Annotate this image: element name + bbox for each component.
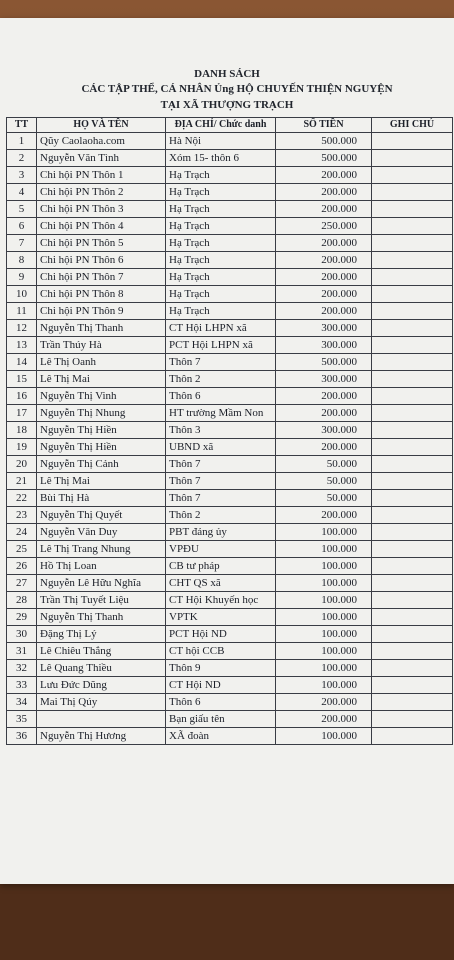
cell-amount: 100.000 — [276, 626, 372, 643]
cell-note — [372, 456, 453, 473]
cell-address: Hạ Trạch — [166, 201, 276, 218]
donor-table — [6, 117, 453, 745]
cell-address: Thôn 7 — [166, 490, 276, 507]
cell-note — [372, 269, 453, 286]
cell-name: Trần Thị Tuyết Liệu — [37, 592, 166, 609]
cell-note — [372, 660, 453, 677]
cell-note — [372, 405, 453, 422]
cell-amount: 300.000 — [276, 371, 372, 388]
cell-note — [372, 558, 453, 575]
header-note: GHI CHÚ — [372, 118, 453, 133]
cell-tt: 21 — [7, 473, 37, 490]
cell-name: Chi hội PN Thôn 1 — [37, 167, 166, 184]
cell-note — [372, 592, 453, 609]
cell-amount: 500.000 — [276, 133, 372, 150]
cell-note — [372, 354, 453, 371]
cell-address: Bạn giấu tên — [166, 711, 276, 728]
cell-note — [372, 609, 453, 626]
cell-name: Nguyễn Thị Hiền — [37, 422, 166, 439]
cell-name: Chi hội PN Thôn 2 — [37, 184, 166, 201]
cell-tt: 7 — [7, 235, 37, 252]
cell-address: HT trường Mầm Non — [166, 405, 276, 422]
cell-amount: 250.000 — [276, 218, 372, 235]
header-amount: SỐ TIỀN — [276, 118, 372, 133]
cell-tt: 31 — [7, 643, 37, 660]
cell-amount: 100.000 — [276, 575, 372, 592]
cell-address: Hà Nội — [166, 133, 276, 150]
cell-tt: 24 — [7, 524, 37, 541]
table-header-row — [7, 118, 453, 133]
cell-address: Hạ Trạch — [166, 184, 276, 201]
table-row — [7, 269, 453, 286]
cell-address: CT Hội ND — [166, 677, 276, 694]
cell-note — [372, 541, 453, 558]
header-name: HỌ VÀ TÊN — [37, 118, 166, 133]
cell-address: Hạ Trạch — [166, 252, 276, 269]
table-row — [7, 337, 453, 354]
cell-name: Bùi Thị Hà — [37, 490, 166, 507]
cell-note — [372, 133, 453, 150]
cell-name: Lê Thị Oanh — [37, 354, 166, 371]
cell-amount: 200.000 — [276, 201, 372, 218]
cell-note — [372, 524, 453, 541]
cell-name: Chi hội PN Thôn 6 — [37, 252, 166, 269]
cell-tt: 36 — [7, 728, 37, 745]
cell-note — [372, 371, 453, 388]
cell-name: Nguyễn Thị Hương — [37, 728, 166, 745]
table-row — [7, 694, 453, 711]
cell-address: CT hội CCB — [166, 643, 276, 660]
table-row — [7, 184, 453, 201]
cell-amount: 300.000 — [276, 422, 372, 439]
table-row — [7, 473, 453, 490]
table-row — [7, 728, 453, 745]
cell-amount: 500.000 — [276, 354, 372, 371]
cell-amount: 300.000 — [276, 320, 372, 337]
cell-name: Chi hội PN Thôn 5 — [37, 235, 166, 252]
table-row — [7, 201, 453, 218]
cell-note — [372, 150, 453, 167]
cell-address: Thôn 6 — [166, 694, 276, 711]
cell-amount: 50.000 — [276, 456, 372, 473]
cell-name: Lê Quang Thiều — [37, 660, 166, 677]
table-row — [7, 150, 453, 167]
cell-name: Nguyễn Thị Thanh — [37, 320, 166, 337]
cell-name: Chi hội PN Thôn 4 — [37, 218, 166, 235]
cell-note — [372, 320, 453, 337]
cell-note — [372, 184, 453, 201]
table-row — [7, 388, 453, 405]
table-row — [7, 609, 453, 626]
table-row — [7, 507, 453, 524]
cell-name: Chi hội PN Thôn 8 — [37, 286, 166, 303]
cell-tt: 11 — [7, 303, 37, 320]
table-row — [7, 660, 453, 677]
cell-name: Nguyễn Thị Nhung — [37, 405, 166, 422]
table-row — [7, 133, 453, 150]
cell-address: CT Hội LHPN xã — [166, 320, 276, 337]
cell-tt: 12 — [7, 320, 37, 337]
cell-address: Thôn 6 — [166, 388, 276, 405]
cell-amount: 500.000 — [276, 150, 372, 167]
cell-name: Nguyễn Thị Hiền — [37, 439, 166, 456]
cell-note — [372, 235, 453, 252]
table-row — [7, 303, 453, 320]
cell-note — [372, 252, 453, 269]
table-row — [7, 405, 453, 422]
cell-tt: 5 — [7, 201, 37, 218]
table-row — [7, 592, 453, 609]
cell-note — [372, 728, 453, 745]
cell-tt: 9 — [7, 269, 37, 286]
cell-address: PBT đảng ủy — [166, 524, 276, 541]
cell-address: Hạ Trạch — [166, 269, 276, 286]
cell-name: Nguyễn Thị Quyết — [37, 507, 166, 524]
table-row — [7, 354, 453, 371]
cell-note — [372, 218, 453, 235]
table-row — [7, 490, 453, 507]
header-address: ĐỊA CHỈ/ Chức danh — [166, 118, 276, 133]
cell-amount: 100.000 — [276, 592, 372, 609]
cell-address: VPĐU — [166, 541, 276, 558]
cell-name: Lê Thị Mai — [37, 473, 166, 490]
cell-amount: 200.000 — [276, 184, 372, 201]
cell-tt: 18 — [7, 422, 37, 439]
cell-name: Qũy Caolaoha.com — [37, 133, 166, 150]
document-subtitle: CÁC TẬP THỂ, CÁ NHÂN Ủng HỘ CHUYẾN THIỆN NGUYỆN — [81, 83, 393, 95]
cell-tt: 27 — [7, 575, 37, 592]
cell-tt: 19 — [7, 439, 37, 456]
cell-tt: 17 — [7, 405, 37, 422]
cell-address: Thôn 7 — [166, 354, 276, 371]
cell-note — [372, 286, 453, 303]
document-title: DANH SÁCH — [194, 68, 260, 80]
table-row — [7, 677, 453, 694]
cell-note — [372, 711, 453, 728]
cell-name — [37, 711, 166, 728]
cell-note — [372, 626, 453, 643]
header-tt: TT — [7, 118, 37, 133]
cell-note — [372, 388, 453, 405]
cell-tt: 32 — [7, 660, 37, 677]
cell-address: Hạ Trạch — [166, 167, 276, 184]
table-edge — [0, 884, 454, 960]
cell-amount: 200.000 — [276, 286, 372, 303]
cell-amount: 200.000 — [276, 694, 372, 711]
cell-amount: 100.000 — [276, 524, 372, 541]
table-row — [7, 286, 453, 303]
cell-name: Nguyễn Văn Tình — [37, 150, 166, 167]
cell-amount: 200.000 — [276, 405, 372, 422]
table-row — [7, 524, 453, 541]
cell-tt: 34 — [7, 694, 37, 711]
cell-amount: 200.000 — [276, 252, 372, 269]
cell-address: Thôn 7 — [166, 473, 276, 490]
cell-name: Chi hội PN Thôn 7 — [37, 269, 166, 286]
cell-amount: 50.000 — [276, 473, 372, 490]
cell-name: Nguyễn Thị Cảnh — [37, 456, 166, 473]
cell-address: Hạ Trạch — [166, 235, 276, 252]
cell-address: PCT Hội ND — [166, 626, 276, 643]
cell-note — [372, 303, 453, 320]
cell-note — [372, 422, 453, 439]
cell-name: Lê Thị Mai — [37, 371, 166, 388]
cell-note — [372, 694, 453, 711]
cell-note — [372, 643, 453, 660]
cell-address: Xóm 15- thôn 6 — [166, 150, 276, 167]
cell-amount: 300.000 — [276, 337, 372, 354]
cell-tt: 20 — [7, 456, 37, 473]
cell-name: Nguyễn Văn Duy — [37, 524, 166, 541]
cell-amount: 200.000 — [276, 439, 372, 456]
table-row — [7, 235, 453, 252]
cell-address: VPTK — [166, 609, 276, 626]
table-row — [7, 167, 453, 184]
cell-name: Mai Thị Qúy — [37, 694, 166, 711]
cell-tt: 14 — [7, 354, 37, 371]
table-row — [7, 439, 453, 456]
cell-tt: 22 — [7, 490, 37, 507]
cell-address: Thôn 3 — [166, 422, 276, 439]
cell-amount: 100.000 — [276, 677, 372, 694]
table-row — [7, 643, 453, 660]
cell-name: Nguyễn Thị Thanh — [37, 609, 166, 626]
cell-address: Thôn 2 — [166, 507, 276, 524]
table-row — [7, 218, 453, 235]
cell-address: CT Hội Khuyến học — [166, 592, 276, 609]
cell-note — [372, 167, 453, 184]
cell-note — [372, 337, 453, 354]
table-row — [7, 626, 453, 643]
table-row — [7, 456, 453, 473]
cell-name: Trần Thúy Hà — [37, 337, 166, 354]
cell-amount: 100.000 — [276, 609, 372, 626]
cell-address: Hạ Trạch — [166, 303, 276, 320]
cell-name: Nguyễn Thị Vinh — [37, 388, 166, 405]
cell-tt: 28 — [7, 592, 37, 609]
cell-tt: 23 — [7, 507, 37, 524]
table-row — [7, 711, 453, 728]
cell-amount: 200.000 — [276, 167, 372, 184]
cell-address: PCT Hội LHPN xã — [166, 337, 276, 354]
cell-tt: 1 — [7, 133, 37, 150]
cell-address: Thôn 7 — [166, 456, 276, 473]
cell-address: CB tư pháp — [166, 558, 276, 575]
cell-name: Hồ Thị Loan — [37, 558, 166, 575]
cell-name: Chi hội PN Thôn 3 — [37, 201, 166, 218]
cell-tt: 26 — [7, 558, 37, 575]
cell-name: Chi hội PN Thôn 9 — [37, 303, 166, 320]
cell-amount: 100.000 — [276, 660, 372, 677]
cell-tt: 25 — [7, 541, 37, 558]
cell-amount: 200.000 — [276, 303, 372, 320]
cell-tt: 35 — [7, 711, 37, 728]
table-row — [7, 558, 453, 575]
cell-tt: 3 — [7, 167, 37, 184]
cell-amount: 200.000 — [276, 507, 372, 524]
cell-tt: 8 — [7, 252, 37, 269]
cell-tt: 2 — [7, 150, 37, 167]
cell-address: Thôn 2 — [166, 371, 276, 388]
table-row — [7, 541, 453, 558]
table-row — [7, 320, 453, 337]
table-row — [7, 422, 453, 439]
cell-note — [372, 507, 453, 524]
cell-note — [372, 677, 453, 694]
table-row — [7, 575, 453, 592]
table-row — [7, 252, 453, 269]
cell-tt: 16 — [7, 388, 37, 405]
cell-amount: 100.000 — [276, 541, 372, 558]
cell-tt: 13 — [7, 337, 37, 354]
cell-amount: 50.000 — [276, 490, 372, 507]
cell-address: Thôn 9 — [166, 660, 276, 677]
cell-address: UBND xã — [166, 439, 276, 456]
cell-amount: 200.000 — [276, 269, 372, 286]
cell-address: Hạ Trạch — [166, 218, 276, 235]
cell-amount: 100.000 — [276, 558, 372, 575]
cell-address: Hạ Trạch — [166, 286, 276, 303]
cell-name: Lê Thị Trang Nhung — [37, 541, 166, 558]
cell-note — [372, 490, 453, 507]
cell-amount: 200.000 — [276, 711, 372, 728]
cell-address: CHT QS xã — [166, 575, 276, 592]
cell-tt: 30 — [7, 626, 37, 643]
cell-note — [372, 575, 453, 592]
cell-amount: 200.000 — [276, 388, 372, 405]
table-row — [7, 371, 453, 388]
cell-amount: 100.000 — [276, 643, 372, 660]
cell-tt: 10 — [7, 286, 37, 303]
cell-note — [372, 439, 453, 456]
cell-amount: 200.000 — [276, 235, 372, 252]
cell-tt: 4 — [7, 184, 37, 201]
cell-tt: 6 — [7, 218, 37, 235]
cell-note — [372, 201, 453, 218]
cell-amount: 100.000 — [276, 728, 372, 745]
cell-name: Nguyễn Lê Hữu Nghĩa — [37, 575, 166, 592]
cell-tt: 33 — [7, 677, 37, 694]
cell-address: XÃ đoàn — [166, 728, 276, 745]
cell-name: Đặng Thị Lý — [37, 626, 166, 643]
cell-tt: 15 — [7, 371, 37, 388]
cell-note — [372, 473, 453, 490]
document-location: TẠI XÃ THƯỢNG TRẠCH — [160, 99, 294, 111]
table-body — [7, 133, 453, 745]
cell-name: Lê Chiêu Thắng — [37, 643, 166, 660]
cell-name: Lưu Đức Dũng — [37, 677, 166, 694]
cell-tt: 29 — [7, 609, 37, 626]
